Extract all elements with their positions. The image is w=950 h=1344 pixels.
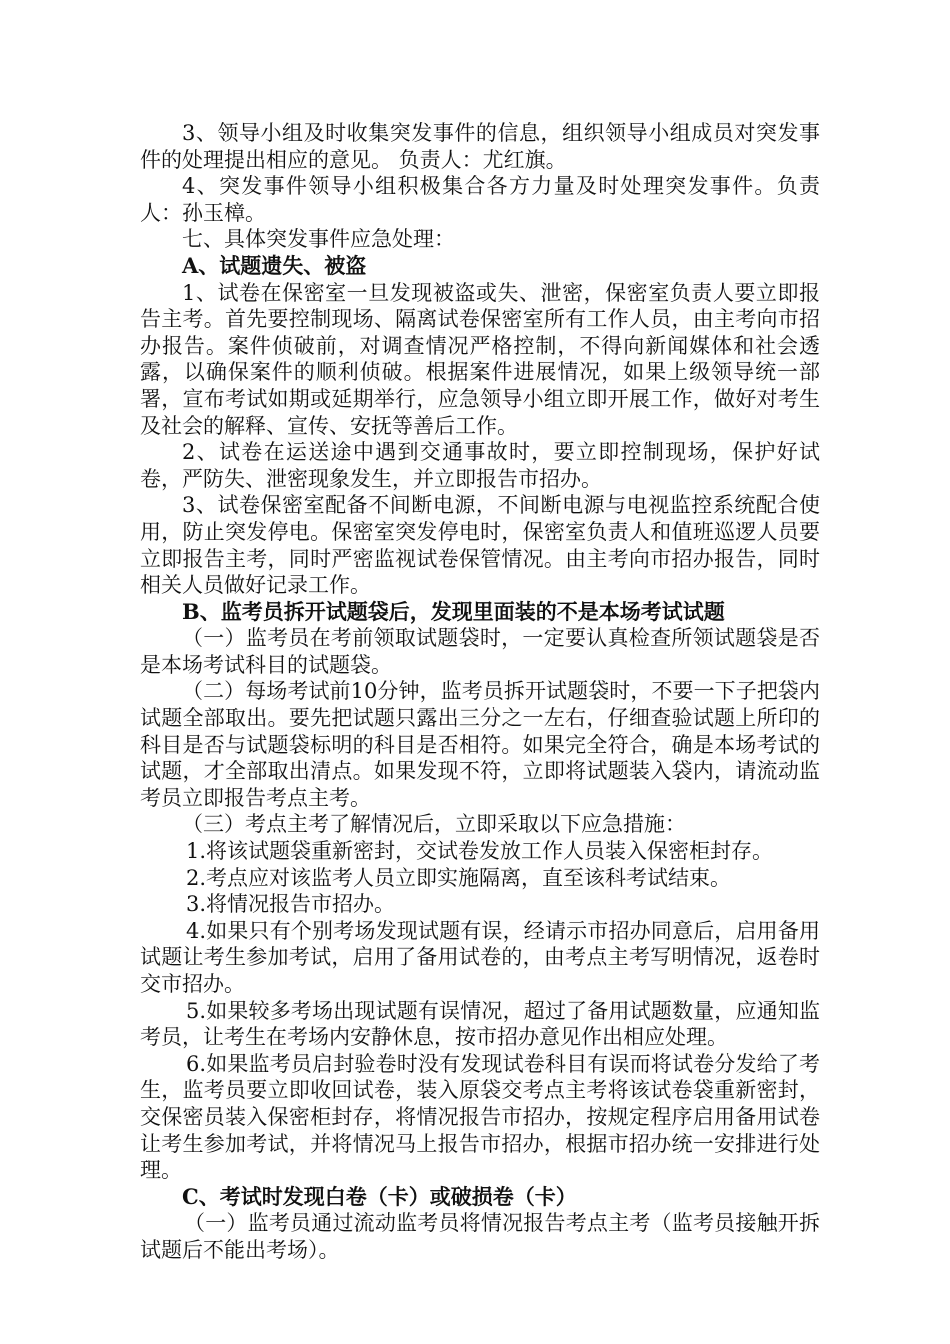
measure-4: 4.如果只有个别考场发现试题有误，经请示市招办同意后，启用备用试题让考生参加考试，启用了备用试卷的，由考点主考写明情况，返卷时交市招办。 [140, 918, 820, 996]
measure-2: 2.考点应对该监考人员立即实施隔离，直至该科考试结束。 [186, 865, 732, 890]
para-a-1: 1、试卷在保密室一旦发现被盗或失、泄密，保密室负责人要立即报告主考。首先要控制现场、隔离试卷保密室所有工作人员，由主考向市招办报告。案件侦破前，对调查情况严格控制，不得向新闻媒体和社会透露，以确保案件的顺利侦破。根据案件进展情况，如果上级领导统一部署，宣布考试如期或延期举行，应急领导小组立即开展工作，做好对考生及社会的解释、宣传、安抚等善后工作。 [140, 280, 820, 438]
para-leader-3: 3、领导小组及时收集突发事件的信息，组织领导小组成员对突发事件的处理提出相应的意见。 负责人：尤红旗。 [140, 121, 820, 172]
measure-6: 6.如果监考员启封验卷时没有发现试卷科目有误而将试卷分发给了考生，监考员要立即收回试卷，装入原袋交考点主考将该试卷袋重新密封，交保密员装入保密柜封存，将情况报告市招办，按规定程序启用备用试卷让考生参加考试，并将情况马上报告市招办，根据市招办统一安排进行处理。 [140, 1051, 820, 1183]
para-leader-4: 4、突发事件领导小组积极集合各方力量及时处理突发事件。负责人：孙玉樟。 [140, 174, 820, 225]
heading-a: A、试题遗失、被盗 [182, 252, 367, 278]
heading-b: B、监考员拆开试题袋后，发现里面装的不是本场考试试题 [182, 598, 725, 624]
para-b-1: （一）监考员在考前领取试题袋时，一定要认真检查所领试题袋是否是本场考试科目的试题袋。 [140, 626, 820, 677]
measure-3: 3.将情况报告市招办。 [186, 892, 396, 917]
para-b-2: （二）每场考试前10分钟，监考员拆开试题袋时，不要一下子把袋内试题全部取出。要先把试题只露出三分之一左右，仔细查验试题上所印的科目是否与试题袋标明的科目是否相符。如果完全符合，确是本场考试的试题，才全部取出清点。如果发现不符，立即将试题装入袋内，请流动监考员立即报告考点主考。 [140, 679, 820, 810]
document-page [140, 120, 820, 1264]
measure-1: 1.将该试题袋重新密封，交试卷发放工作人员装入保密柜封存。 [186, 839, 774, 864]
para-c-1: （一）监考员通过流动监考员将情况报告考点主考（监考员接触开拆试题后不能出考场）。 [140, 1211, 820, 1262]
para-a-3: 3、试卷保密室配备不间断电源，不间断电源与电视监控系统配合使用，防止突发停电。保密室突发停电时，保密室负责人和值班巡逻人员要立即报告主考，同时严密监视试卷保管情况。由主考向市招办报告，同时相关人员做好记录工作。 [140, 493, 820, 598]
para-a-2: 2、试卷在运送途中遇到交通事故时，要立即控制现场，保护好试卷，严防失、泄密现象发生，并立即报告市招办。 [140, 440, 820, 491]
measure-5: 5.如果较多考场出现试题有误情况，超过了备用试题数量，应通知监考员，让考生在考场内安静休息，按市招办意见作出相应处理。 [140, 998, 820, 1050]
para-b-3: （三）考点主考了解情况后，立即采取以下应急措施： [182, 812, 686, 837]
section-7-title: 七、具体突发事件应急处理： [182, 227, 455, 252]
heading-c: C、考试时发现白卷（卡）或破损卷（卡） [182, 1183, 577, 1209]
